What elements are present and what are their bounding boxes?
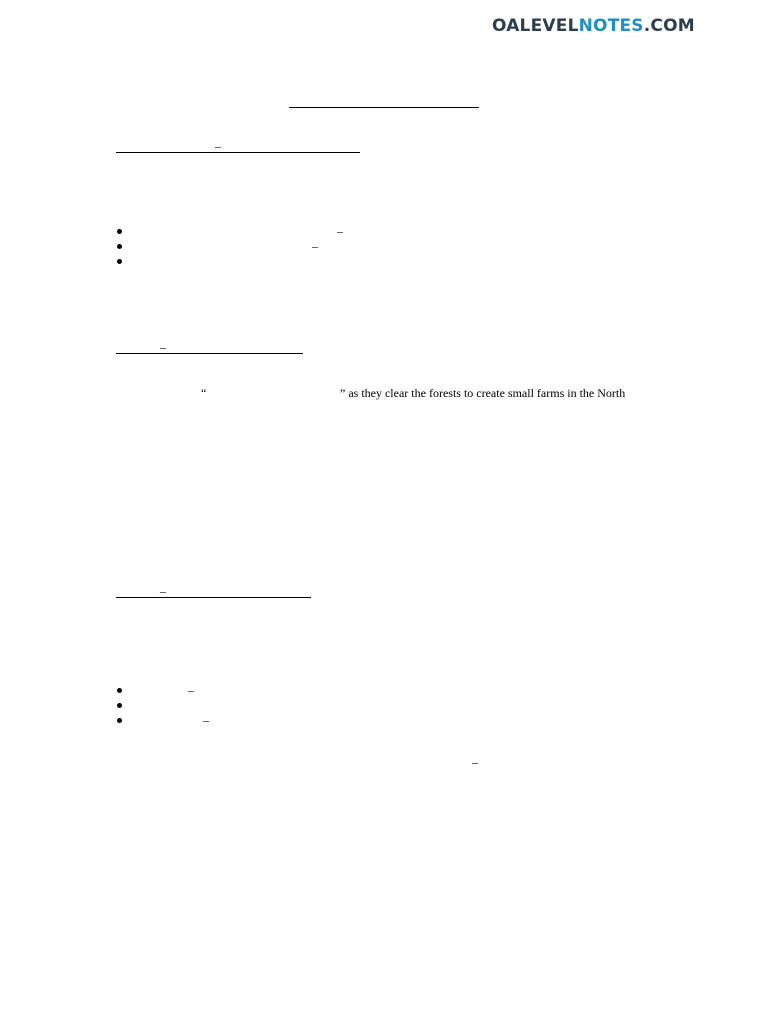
- paragraph-text: ” as they clear the forests to create small farms in the North: [340, 386, 626, 400]
- list-1-item-2-dash: –: [312, 239, 318, 253]
- section-1-heading-underline: [116, 152, 360, 153]
- site-logo[interactable]: [492, 16, 695, 36]
- open-quote: “: [201, 386, 207, 400]
- bullet-3: [117, 259, 122, 264]
- bullet-5: [117, 703, 122, 708]
- bullet-1: [117, 229, 122, 234]
- bullet-6: [117, 718, 122, 723]
- logo-text-part-1: OALEVEL: [492, 16, 579, 36]
- section-3-heading-underline: [116, 597, 311, 598]
- trailing-dash: –: [472, 755, 478, 769]
- bullet-4: [117, 688, 122, 693]
- list-1-item-1-dash: –: [337, 224, 343, 238]
- list-2-item-1-dash: –: [188, 683, 194, 697]
- logo-text-part-2: NOTES: [578, 16, 644, 36]
- section-1-heading-dash: –: [215, 139, 221, 153]
- bullet-2: [117, 244, 122, 249]
- list-2-item-3-dash: –: [203, 713, 209, 727]
- section-2-heading-underline: [116, 353, 303, 354]
- logo-text-part-3: .COM: [643, 16, 695, 36]
- section-3-heading-dash: –: [160, 584, 166, 598]
- section-2-heading-dash: –: [160, 340, 166, 354]
- title-underline: [289, 107, 479, 108]
